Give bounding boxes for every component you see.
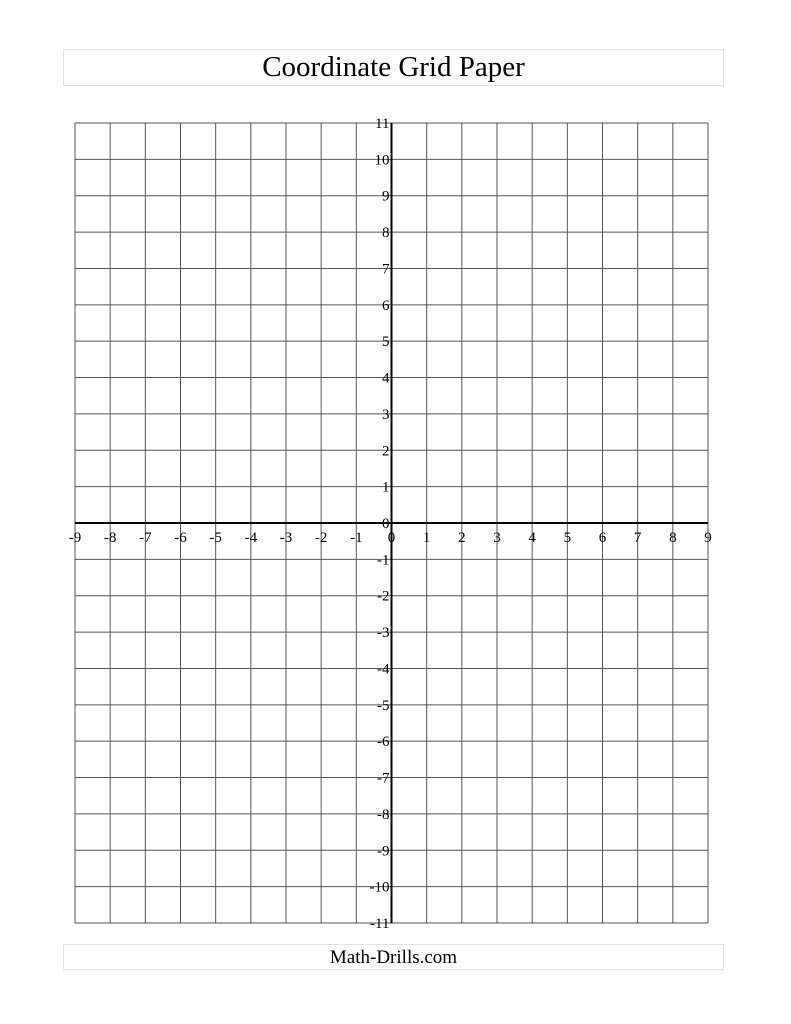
- y-tick-label: 5: [382, 334, 390, 351]
- footer-box: [63, 944, 724, 970]
- y-tick-label: 8: [382, 225, 390, 242]
- y-tick-label: -1: [377, 552, 390, 569]
- x-tick-label: 0: [387, 530, 396, 546]
- x-tick-label: -9: [68, 530, 82, 546]
- x-tick-label: 4: [528, 530, 536, 546]
- y-tick-label: 0: [382, 516, 390, 532]
- x-tick-labels: [69, 530, 712, 546]
- x-tick-label: -4: [244, 530, 258, 546]
- y-tick-label: -2: [377, 588, 390, 605]
- footer-credit: Math-Drills.com: [329, 946, 458, 968]
- y-tick-label: -6: [377, 734, 390, 751]
- x-tick-label: 1: [422, 530, 431, 546]
- x-tick-label: 2: [458, 530, 466, 546]
- y-tick-label: 6: [382, 297, 390, 314]
- x-tick-label: -5: [209, 530, 222, 546]
- page-title: Coordinate Grid Paper: [262, 51, 525, 83]
- y-tick-label: -11: [370, 916, 390, 932]
- y-tick-label: 3: [382, 406, 390, 423]
- y-tick-label: 2: [382, 443, 390, 460]
- y-tick-label: -4: [377, 661, 390, 678]
- x-tick-label: 9: [704, 530, 712, 546]
- axes: [75, 123, 708, 923]
- x-tick-label: -2: [314, 530, 328, 546]
- y-tick-label: 1: [382, 479, 390, 496]
- y-tick-label: 4: [382, 370, 390, 387]
- x-tick-label: -7: [139, 530, 152, 546]
- y-tick-label: -10: [369, 879, 390, 896]
- y-tick-label: 10: [374, 152, 390, 169]
- y-tick-label: -9: [377, 843, 390, 860]
- y-tick-label: -7: [377, 770, 390, 787]
- x-tick-label: 5: [563, 530, 572, 546]
- x-tick-label: 8: [669, 530, 677, 546]
- x-tick-label: -1: [350, 530, 363, 546]
- y-tick-label: 7: [382, 261, 390, 278]
- x-tick-label: 7: [633, 530, 642, 546]
- y-tick-label: 9: [382, 188, 390, 205]
- y-tick-label: -5: [377, 697, 390, 714]
- y-tick-label: -8: [377, 806, 390, 823]
- x-tick-label: -8: [103, 530, 117, 546]
- x-tick-label: -3: [279, 530, 293, 546]
- x-tick-label: -6: [174, 530, 187, 546]
- y-tick-label: 11: [375, 116, 390, 132]
- y-tick-label: -3: [377, 625, 390, 642]
- x-tick-label: 3: [493, 530, 501, 546]
- x-tick-label: 6: [598, 530, 607, 546]
